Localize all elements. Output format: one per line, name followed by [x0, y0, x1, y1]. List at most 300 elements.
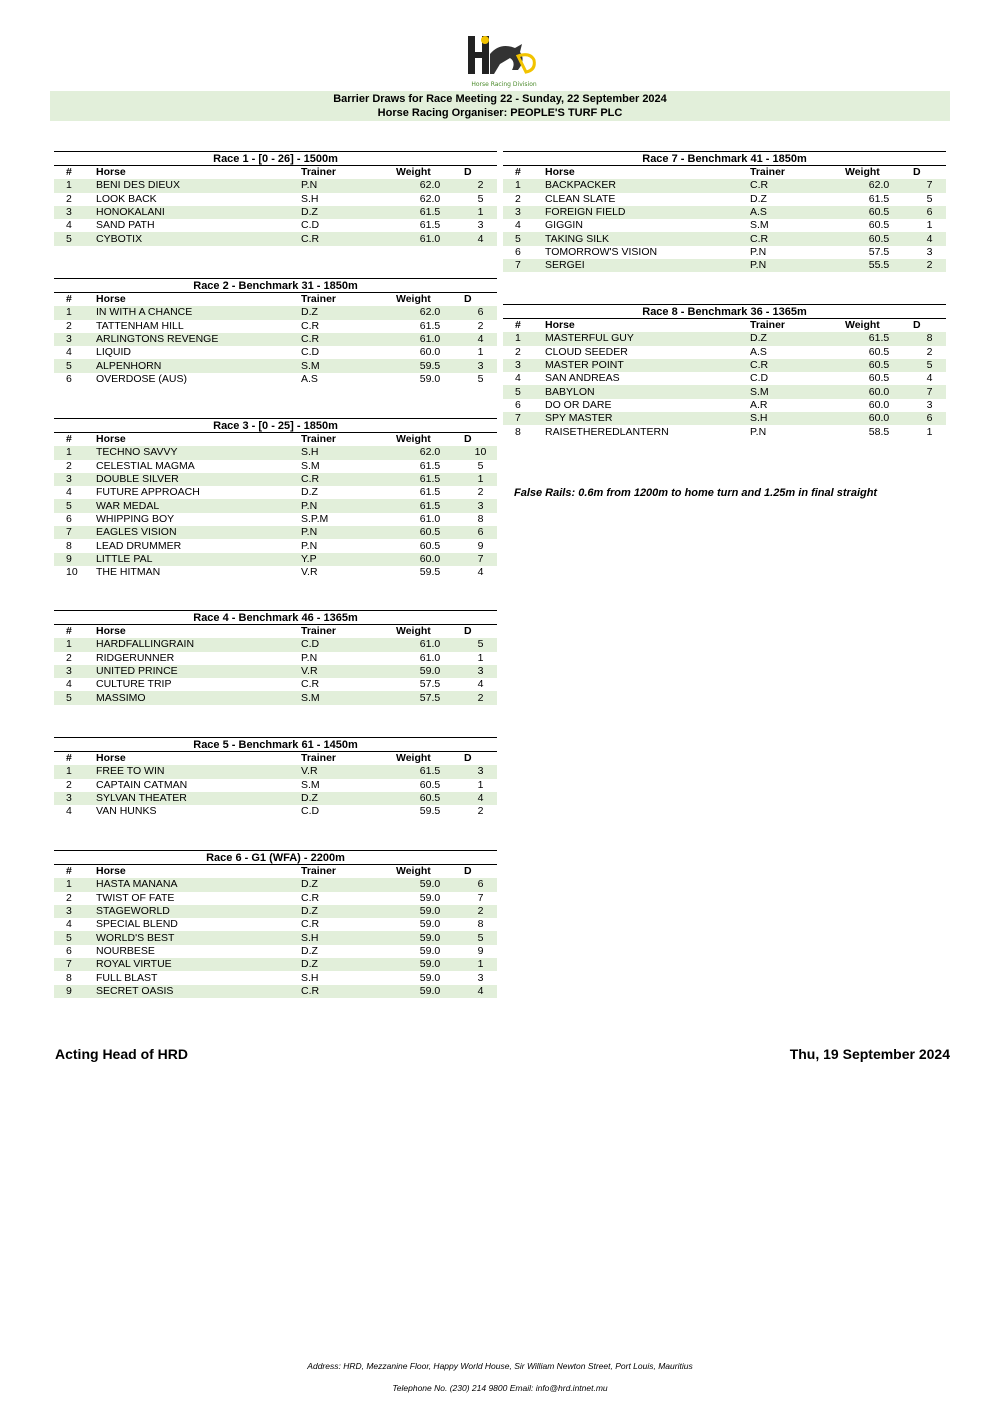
trainer: D.Z: [750, 192, 767, 205]
weight: 62.0: [419, 192, 441, 205]
weight: 61.0: [419, 651, 441, 664]
draw: 3: [477, 219, 484, 232]
trainer: D.Z: [301, 878, 396, 891]
weight: 59.5: [396, 359, 464, 372]
row-number: 7: [503, 412, 545, 425]
row-number: 2: [515, 192, 521, 205]
table-row: [54, 878, 497, 891]
column-header-trainer: Trainer: [750, 166, 786, 179]
horse-name: MASSIMO: [96, 691, 301, 704]
horse-name: VAN HUNKS: [96, 805, 157, 818]
row-number: 2: [66, 891, 72, 904]
row-number: 3: [503, 359, 545, 372]
trainer: S.H: [301, 446, 396, 459]
row-number: 5: [54, 499, 96, 512]
row-number: 5: [503, 385, 545, 398]
draw-table: [503, 319, 946, 439]
header-title: Barrier Draws for Race Meeting 22 - Sunday, 22 September 2024: [333, 93, 667, 105]
column-header-trainer: Trainer: [301, 166, 337, 179]
horse-name: SPY MASTER: [545, 412, 750, 425]
draw-table: [54, 433, 497, 579]
table-row: [503, 332, 946, 345]
trainer: C.D: [301, 219, 320, 232]
horse-name: TAKING SILK: [545, 232, 750, 245]
table-row: [54, 526, 497, 539]
draw: 1: [926, 219, 933, 232]
row-number: 3: [503, 206, 545, 219]
table-header-row: [54, 293, 497, 306]
table-row: [54, 359, 497, 372]
row-number: 6: [515, 245, 521, 258]
horse-name: DOUBLE SILVER: [96, 473, 301, 486]
row-number: 1: [54, 878, 96, 891]
weight: 55.5: [845, 259, 913, 272]
draw: 7: [464, 553, 497, 566]
draw: 6: [913, 412, 946, 425]
weight: 60.0: [845, 412, 913, 425]
footer-telephone: Telephone No. (230) 214 9800 Email: info@hrd.intnet.mu: [392, 1383, 608, 1393]
weight: 61.5: [419, 219, 441, 232]
column-header-trainer: Trainer: [750, 319, 786, 332]
horse-name: HASTA MANANA: [96, 878, 301, 891]
row-number: 4: [66, 486, 72, 499]
draw-table: [54, 752, 497, 818]
draw: 2: [464, 691, 497, 704]
table-header-row: [54, 865, 497, 878]
trainer: D.Z: [301, 792, 396, 805]
horse-name: HARDFALLINGRAIN: [96, 638, 301, 651]
column-header-no: #: [515, 319, 521, 332]
race-title: Race 2 - Benchmark 31 - 1850m: [54, 278, 497, 293]
row-number: 2: [66, 459, 72, 472]
horse-name: GIGGIN: [545, 219, 583, 232]
column-header-weight: Weight: [845, 166, 880, 179]
race-title: Race 3 - [0 - 25] - 1850m: [54, 418, 497, 433]
column-header-trainer: Trainer: [301, 865, 337, 878]
table-row: [54, 892, 497, 905]
race-title: Race 8 - Benchmark 36 - 1365m: [503, 304, 946, 319]
row-number: 5: [54, 232, 96, 245]
trainer: C.R: [301, 678, 320, 691]
table-row: [503, 179, 946, 192]
column-header-no: #: [66, 433, 72, 446]
trainer: S.M: [750, 219, 769, 232]
draw: 4: [913, 232, 946, 245]
column-header-draw: D: [913, 166, 921, 179]
draw: 5: [464, 931, 497, 944]
trainer: S.M: [301, 359, 396, 372]
horse-name: SERGEI: [545, 259, 750, 272]
draw: 1: [926, 425, 933, 438]
draw: 4: [464, 232, 497, 245]
horse-name: SECRET OASIS: [96, 985, 301, 998]
table-row: [54, 665, 497, 678]
draw-table: [54, 166, 497, 246]
row-number: 4: [66, 346, 72, 359]
row-number: 7: [54, 958, 96, 971]
row-number: 2: [66, 319, 72, 332]
table-row: [54, 779, 497, 792]
draw: 4: [464, 985, 497, 998]
row-number: 3: [54, 905, 96, 918]
column-header-horse: Horse: [545, 166, 575, 179]
race-6-table: [54, 850, 497, 998]
trainer: C.R: [750, 179, 845, 192]
column-header-trainer: Trainer: [301, 293, 337, 306]
column-header-horse: Horse: [96, 166, 126, 179]
weight: 60.5: [868, 219, 890, 232]
draw: 6: [464, 306, 497, 319]
row-number: 9: [54, 553, 96, 566]
weight: 62.0: [396, 179, 464, 192]
row-number: 5: [503, 232, 545, 245]
row-number: 5: [54, 691, 96, 704]
weight: 59.0: [396, 905, 464, 918]
table-header-row: [54, 625, 497, 638]
table-row: [503, 206, 946, 219]
horse-name: CULTURE TRIP: [96, 678, 172, 691]
horse-name: CLOUD SEEDER: [545, 345, 628, 358]
trainer: S.M: [301, 691, 396, 704]
footer-address: Address: HRD, Mezzanine Floor, Happy World House, Sir William Newton Street, Port Louis, Mauritius: [307, 1361, 693, 1371]
horse-name: TOMORROW'S VISION: [545, 245, 658, 258]
horse-name: UNITED PRINCE: [96, 665, 301, 678]
horse-name: EAGLES VISION: [96, 526, 301, 539]
trainer: C.R: [301, 473, 396, 486]
horse-name: BACKPACKER: [545, 179, 750, 192]
weight: 60.5: [868, 372, 890, 385]
draw: 5: [477, 459, 484, 472]
weight: 59.0: [396, 958, 464, 971]
trainer: D.Z: [301, 206, 396, 219]
column-header-draw: D: [464, 293, 472, 306]
weight: 61.5: [396, 206, 464, 219]
row-number: 6: [66, 372, 72, 385]
horse-name: BABYLON: [545, 385, 750, 398]
column-header-trainer: Trainer: [301, 625, 337, 638]
trainer: D.Z: [301, 944, 318, 957]
draw: 2: [464, 179, 497, 192]
horse-name: THE HITMAN: [96, 566, 161, 579]
trainer: P.N: [750, 425, 767, 438]
trainer: C.D: [301, 346, 320, 359]
row-number: 4: [515, 372, 521, 385]
trainer: A.S: [750, 206, 845, 219]
table-row: [54, 945, 497, 958]
horse-name: ARLINGTONS REVENGE: [96, 333, 301, 346]
table-header-row: [503, 166, 946, 179]
draw: 2: [926, 345, 933, 358]
row-number: 8: [515, 425, 521, 438]
row-number: 8: [66, 539, 72, 552]
horse-name: SPECIAL BLEND: [96, 918, 178, 931]
table-row: [503, 399, 946, 412]
race-title: Race 1 - [0 - 26] - 1500m: [54, 151, 497, 166]
table-row: [54, 346, 497, 359]
table-header-row: [54, 433, 497, 446]
column-header-horse: Horse: [96, 865, 126, 878]
trainer: P.N: [301, 499, 396, 512]
trainer: C.R: [301, 891, 320, 904]
row-number: 3: [54, 473, 96, 486]
draw: 1: [464, 206, 497, 219]
horse-name: FOREIGN FIELD: [545, 206, 750, 219]
row-number: 1: [54, 306, 96, 319]
column-header-horse: Horse: [545, 319, 575, 332]
row-number: 2: [66, 651, 72, 664]
horse-name: WHIPPING BOY: [96, 512, 175, 525]
table-row: [503, 259, 946, 272]
table-row: [54, 306, 497, 319]
trainer: P.N: [301, 179, 396, 192]
column-header-no: #: [66, 625, 72, 638]
logo-caption: Horse Racing Division: [471, 81, 537, 88]
horse-name: SAND PATH: [96, 219, 155, 232]
draw: 1: [477, 651, 484, 664]
table-row: [54, 179, 497, 192]
table-row: [54, 486, 497, 499]
table-row: [54, 678, 497, 691]
horse-name: TATTENHAM HILL: [96, 319, 184, 332]
trainer: P.N: [750, 259, 845, 272]
table-row: [54, 918, 497, 931]
column-header-no: #: [66, 865, 72, 878]
row-number: 2: [66, 778, 72, 791]
row-number: 4: [66, 805, 72, 818]
row-number: 6: [515, 398, 521, 411]
horse-name: SAN ANDREAS: [545, 372, 620, 385]
weight: 61.5: [419, 486, 441, 499]
trainer: D.Z: [301, 905, 396, 918]
weight: 59.5: [419, 566, 441, 579]
weight: 59.0: [396, 985, 464, 998]
table-row: [54, 985, 497, 998]
weight: 61.0: [396, 638, 464, 651]
draw: 3: [464, 499, 497, 512]
race-4-table: [54, 610, 497, 705]
weight: 60.5: [868, 345, 890, 358]
table-row: [54, 566, 497, 579]
row-number: 6: [66, 512, 72, 525]
draw: 8: [477, 512, 484, 525]
weight: 57.5: [419, 678, 441, 691]
trainer: A.S: [301, 372, 318, 385]
row-number: 7: [503, 259, 545, 272]
column-header-weight: Weight: [396, 752, 431, 765]
draw: 9: [477, 944, 484, 957]
table-row: [503, 359, 946, 372]
weight: 60.5: [396, 792, 464, 805]
weight: 59.0: [419, 891, 441, 904]
weight: 58.5: [868, 425, 890, 438]
table-row: [54, 765, 497, 778]
row-number: 6: [66, 944, 72, 957]
table-row: [54, 971, 497, 984]
horse-name: CYBOTIX: [96, 232, 301, 245]
draw: 1: [464, 473, 497, 486]
trainer: C.D: [301, 638, 396, 651]
trainer: V.R: [301, 765, 396, 778]
horse-name: MASTER POINT: [545, 359, 750, 372]
trainer: S.H: [750, 412, 845, 425]
horse-name: NOURBESE: [96, 944, 155, 957]
table-row: [54, 691, 497, 704]
draw: 4: [926, 372, 933, 385]
horse-name: FUTURE APPROACH: [96, 486, 200, 499]
draw: 3: [464, 359, 497, 372]
column-header-no: #: [66, 752, 72, 765]
draw: 4: [464, 333, 497, 346]
weight: 61.0: [419, 512, 441, 525]
table-row: [54, 333, 497, 346]
table-row: [503, 219, 946, 232]
horse-name: ROYAL VIRTUE: [96, 958, 301, 971]
row-number: 1: [54, 179, 96, 192]
table-row: [54, 320, 497, 333]
table-row: [54, 513, 497, 526]
table-row: [54, 539, 497, 552]
row-number: 7: [54, 526, 96, 539]
column-header-no: #: [515, 166, 521, 179]
trainer: S.P.M: [301, 512, 329, 525]
table-row: [54, 206, 497, 219]
draw: 5: [477, 372, 484, 385]
header-organiser: Horse Racing Organiser: PEOPLE'S TURF PLC: [377, 107, 623, 119]
table-row: [54, 499, 497, 512]
column-header-horse: Horse: [96, 293, 126, 306]
horse-name: DO OR DARE: [545, 398, 612, 411]
weight: 59.0: [396, 931, 464, 944]
table-header-row: [54, 752, 497, 765]
trainer: S.H: [301, 971, 319, 984]
trainer: D.Z: [750, 332, 845, 345]
draw: 1: [477, 346, 484, 359]
draw: 9: [477, 539, 484, 552]
draw-table: [54, 865, 497, 998]
table-row: [54, 219, 497, 232]
weight: 61.5: [396, 499, 464, 512]
column-header-horse: Horse: [96, 433, 126, 446]
header-banner: [50, 91, 950, 121]
table-row: [54, 931, 497, 944]
column-header-weight: Weight: [396, 865, 431, 878]
trainer: D.Z: [301, 958, 396, 971]
draw: 4: [477, 678, 484, 691]
race-title: Race 6 - G1 (WFA) - 2200m: [54, 850, 497, 865]
weight: 60.0: [396, 553, 464, 566]
horse-name: LIQUID: [96, 346, 132, 359]
draw: 2: [464, 905, 497, 918]
trainer: V.R: [301, 566, 318, 579]
draw: 3: [464, 665, 497, 678]
horse-name: RIDGERUNNER: [96, 651, 175, 664]
weight: 60.0: [845, 385, 913, 398]
draw: 5: [477, 192, 484, 205]
row-number: 3: [54, 333, 96, 346]
table-row: [54, 553, 497, 566]
weight: 60.5: [845, 232, 913, 245]
draw: 6: [464, 878, 497, 891]
trainer: P.N: [301, 651, 318, 664]
table-row: [503, 412, 946, 425]
trainer: S.H: [301, 192, 319, 205]
draw: 6: [464, 526, 497, 539]
race-1-table: [54, 151, 497, 246]
row-number: 3: [54, 792, 96, 805]
trainer: C.R: [750, 359, 845, 372]
draw: 3: [926, 245, 933, 258]
table-row: [54, 232, 497, 245]
horse-name: LITTLE PAL: [96, 553, 301, 566]
trainer: D.Z: [301, 306, 396, 319]
signatory-title: Acting Head of HRD: [55, 1046, 188, 1062]
draw: 3: [926, 398, 933, 411]
horse-name: SYLVAN THEATER: [96, 792, 301, 805]
table-row: [503, 425, 946, 438]
draw-table: [54, 293, 497, 386]
column-header-draw: D: [464, 752, 472, 765]
table-row: [503, 372, 946, 385]
horse-name: LEAD DRUMMER: [96, 539, 182, 552]
column-header-weight: Weight: [396, 166, 431, 179]
trainer: C.R: [301, 333, 396, 346]
row-number: 4: [66, 918, 72, 931]
trainer: P.N: [301, 526, 396, 539]
draw: 4: [464, 792, 497, 805]
trainer: V.R: [301, 665, 396, 678]
weight: 60.5: [396, 526, 464, 539]
row-number: 4: [66, 678, 72, 691]
table-header-row: [503, 319, 946, 332]
weight: 59.0: [419, 971, 441, 984]
draw: 8: [913, 332, 946, 345]
horse-name: HONOKALANI: [96, 206, 301, 219]
table-header-row: [54, 166, 497, 179]
race-title: Race 4 - Benchmark 46 - 1365m: [54, 610, 497, 625]
column-header-trainer: Trainer: [301, 752, 337, 765]
race-5-table: [54, 737, 497, 818]
row-number: 2: [66, 192, 72, 205]
row-number: 10: [66, 566, 78, 579]
trainer: C.R: [301, 985, 396, 998]
race-title: Race 5 - Benchmark 61 - 1450m: [54, 737, 497, 752]
column-header-draw: D: [913, 319, 921, 332]
row-number: 4: [66, 219, 72, 232]
column-header-no: #: [66, 293, 72, 306]
race-7-table: [503, 151, 946, 272]
weight: 62.0: [845, 179, 913, 192]
draw: 1: [464, 958, 497, 971]
trainer: C.R: [301, 232, 396, 245]
column-header-trainer: Trainer: [301, 433, 337, 446]
race-3-table: [54, 418, 497, 579]
horse-name: BENI DES DIEUX: [96, 179, 301, 192]
draw: 3: [477, 971, 484, 984]
weight: 60.5: [419, 539, 441, 552]
horse-name: CAPTAIN CATMAN: [96, 778, 188, 791]
table-row: [54, 638, 497, 651]
draw: 2: [477, 486, 484, 499]
race-title: Race 7 - Benchmark 41 - 1850m: [503, 151, 946, 166]
row-number: 1: [54, 765, 96, 778]
row-number: 1: [503, 332, 545, 345]
weight: 62.0: [396, 446, 464, 459]
weight: 61.0: [396, 333, 464, 346]
horse-name: CLEAN SLATE: [545, 192, 616, 205]
weight: 59.0: [419, 372, 441, 385]
column-header-weight: Weight: [396, 293, 431, 306]
column-header-weight: Weight: [396, 433, 431, 446]
